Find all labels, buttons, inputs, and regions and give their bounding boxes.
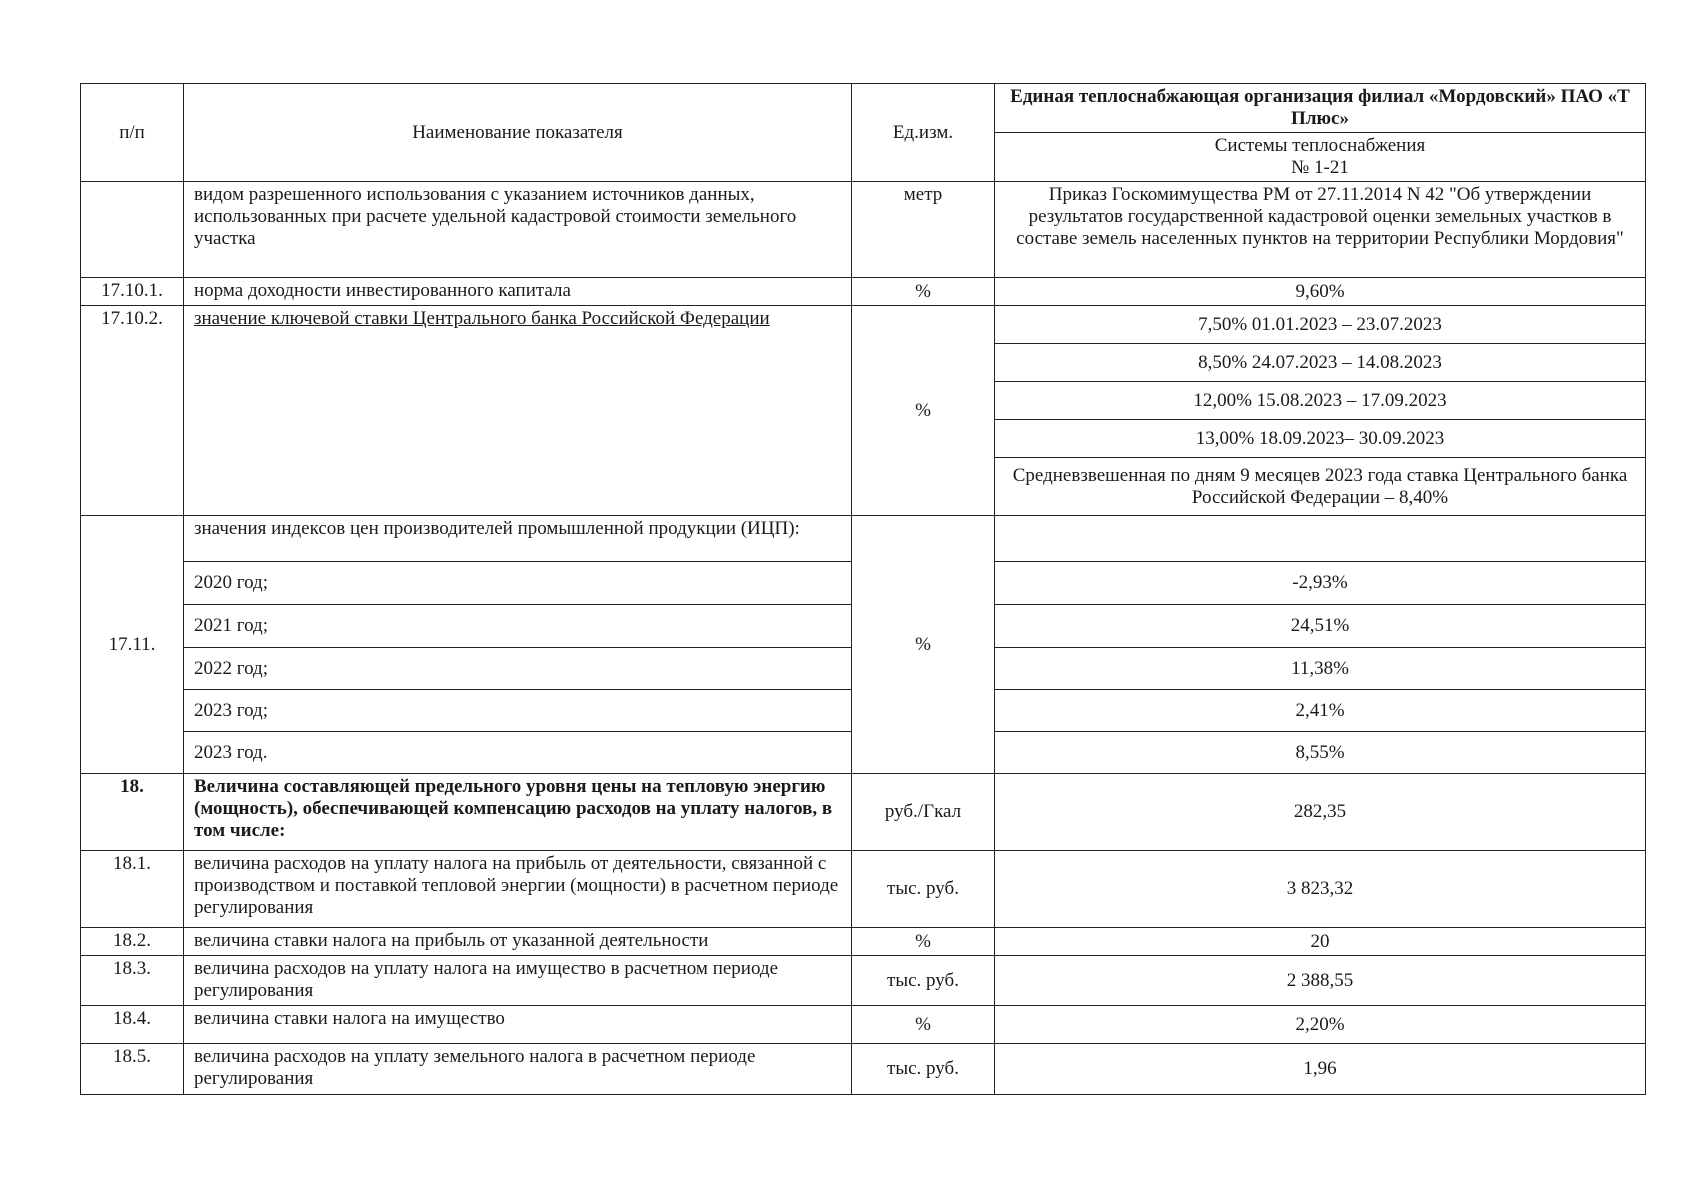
row-value: 20 (995, 928, 1646, 956)
ppi-year: 2023 год. (184, 732, 852, 774)
table-row (81, 516, 1646, 562)
row-value: 3 823,32 (995, 851, 1646, 928)
row-name: величина ставки налога на имущество (184, 1006, 852, 1044)
row-num (81, 182, 184, 278)
ppi-year: 2022 год; (184, 648, 852, 690)
table-row (81, 1044, 1646, 1095)
table-row (81, 956, 1646, 1006)
row-num: 18.4. (81, 1006, 184, 1044)
row-name: норма доходности инвестированного капитала (184, 278, 852, 306)
row-name: значения индексов цен производителей промышленной продукции (ИЦП): (184, 516, 852, 562)
row-name: величина расходов на уплату налога на имущество в расчетном периоде регулирования (184, 956, 852, 1006)
row-value: 1,96 (995, 1044, 1646, 1095)
key-rate-period: 12,00% 15.08.2023 – 17.09.2023 (995, 382, 1646, 420)
row-unit: % (852, 1006, 995, 1044)
header-organization: Единая теплоснабжающая организация филиал «Мордовский» ПАО «Т Плюс» (995, 84, 1646, 133)
ppi-value: 2,41% (995, 690, 1646, 732)
row-name: величина ставки налога на прибыль от указанной деятельности (184, 928, 852, 956)
row-unit: тыс. руб. (852, 1044, 995, 1095)
key-rate-period: 13,00% 18.09.2023– 30.09.2023 (995, 420, 1646, 458)
row-unit: % (852, 306, 995, 516)
row-num: 18.1. (81, 851, 184, 928)
row-value: 2 388,55 (995, 956, 1646, 1006)
row-unit: % (852, 516, 995, 774)
row-value: Приказ Госкомимущества РМ от 27.11.2014 N 42 "Об утверждении результатов государственной кадастровой оценки земельных участков в составе земель населенных пунктов на территории Республики Мордовия" (995, 182, 1646, 278)
ppi-year: 2020 год; (184, 562, 852, 605)
ppi-value: 24,51% (995, 605, 1646, 648)
key-rate-average: Средневзвешенная по дням 9 месяцев 2023 года ставка Центрального банка Российской Федерации – 8,40% (995, 458, 1646, 516)
row-num: 17.10.1. (81, 278, 184, 306)
row-value: 282,35 (995, 774, 1646, 851)
table-row (81, 278, 1646, 306)
table-row (81, 1006, 1646, 1044)
indicator-table (80, 83, 1646, 1095)
ppi-year: 2021 год; (184, 605, 852, 648)
header-row (81, 84, 1646, 133)
key-rate-period: 8,50% 24.07.2023 – 14.08.2023 (995, 344, 1646, 382)
row-name: величина расходов на уплату налога на прибыль от деятельности, связанной с производством и поставкой тепловой энергии (мощности) в расчетном периоде регулирования (184, 851, 852, 928)
header-systems-line1: Системы теплоснабжения (1214, 135, 1426, 156)
row-name: величина расходов на уплату земельного налога в расчетном периоде регулирования (184, 1044, 852, 1095)
header-systems (995, 133, 1646, 182)
key-rate-period: 7,50% 01.01.2023 – 23.07.2023 (995, 306, 1646, 344)
row-num: 18.5. (81, 1044, 184, 1095)
row-value: 9,60% (995, 278, 1646, 306)
row-num: 17.11. (81, 516, 184, 774)
table-row (81, 182, 1646, 278)
ppi-value: 8,55% (995, 732, 1646, 774)
row-unit: руб./Гкал (852, 774, 995, 851)
row-unit: тыс. руб. (852, 851, 995, 928)
row-name: видом разрешенного использования с указанием источников данных, использованных при расчете удельной кадастровой стоимости земельного участка (184, 182, 852, 278)
header-unit: Ед.изм. (852, 84, 995, 182)
table-row (81, 928, 1646, 956)
row-value-empty (995, 516, 1646, 562)
row-num: 18. (81, 774, 184, 851)
row-num: 18.2. (81, 928, 184, 956)
table-row (81, 851, 1646, 928)
row-name: значение ключевой ставки Центрального банка Российской Федерации (184, 306, 852, 516)
row-name: Величина составляющей предельного уровня цены на тепловую энергию (мощность), обеспечивающей компенсацию расходов на уплату налогов, в том числе: (184, 774, 852, 851)
row-num: 17.10.2. (81, 306, 184, 516)
row-unit: тыс. руб. (852, 956, 995, 1006)
row-unit: % (852, 278, 995, 306)
row-unit: % (852, 928, 995, 956)
row-num: 18.3. (81, 956, 184, 1006)
table-row (81, 774, 1646, 851)
ppi-value: 11,38% (995, 648, 1646, 690)
ppi-value: -2,93% (995, 562, 1646, 605)
row-value: 2,20% (995, 1006, 1646, 1044)
row-unit: метр (852, 182, 995, 278)
header-num: п/п (81, 84, 184, 182)
ppi-year: 2023 год; (184, 690, 852, 732)
header-name: Наименование показателя (184, 84, 852, 182)
header-systems-line2: № 1-21 (1291, 157, 1349, 178)
table-row (81, 306, 1646, 344)
